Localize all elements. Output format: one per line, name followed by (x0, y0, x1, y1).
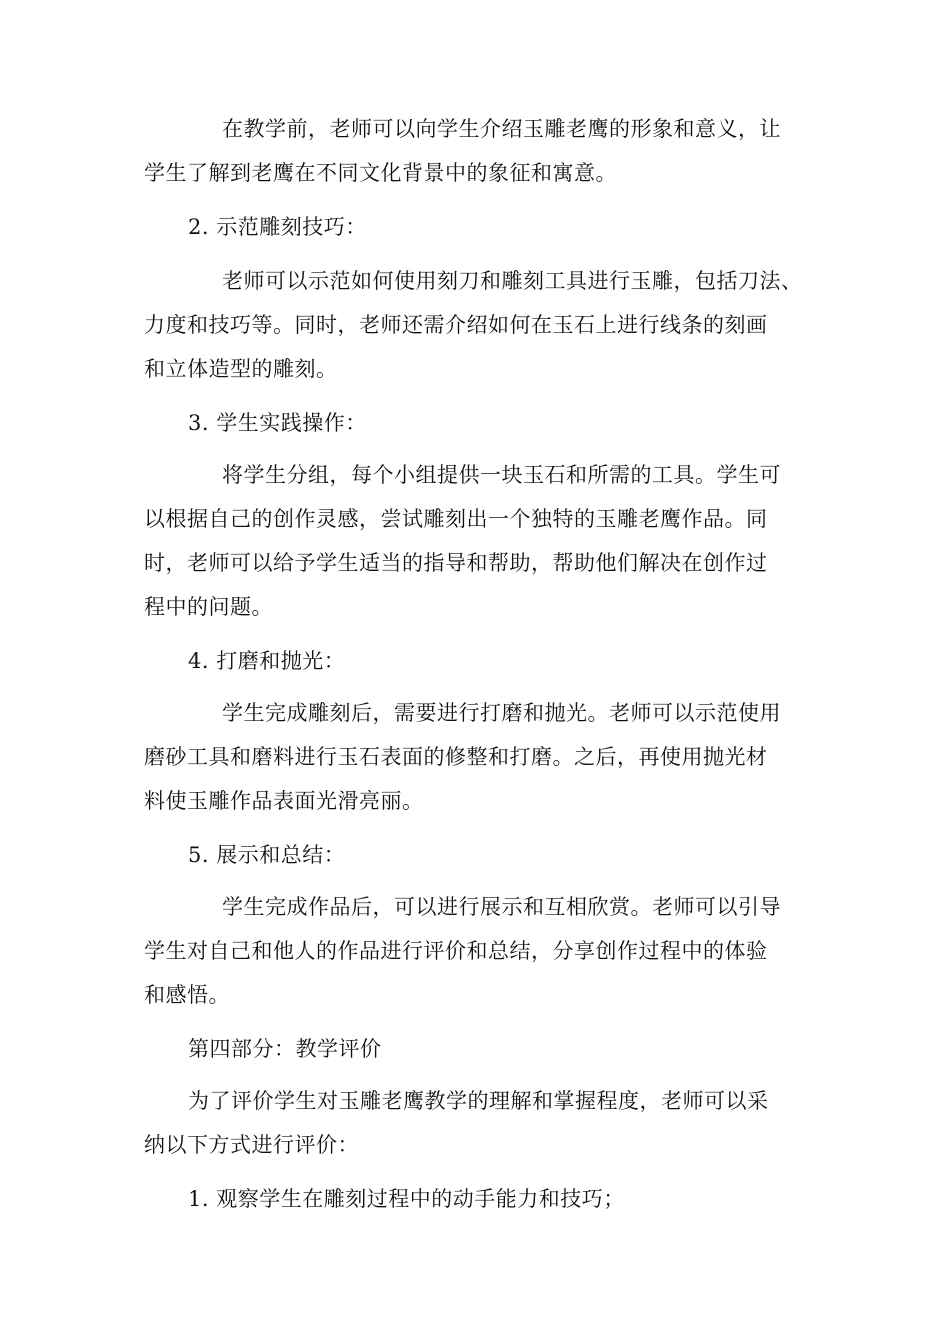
section-heading: 3. 学生实践操作： (188, 411, 367, 435)
paragraph-line: 学生对自己和他人的作品进行评价和总结，分享创作过程中的体验 (144, 939, 768, 963)
paragraph-line: 在教学前，老师可以向学生介绍玉雕老鹰的形象和意义，让 (222, 117, 781, 141)
paragraph-line: 将学生分组，每个小组提供一块玉石和所需的工具。学生可 (222, 463, 781, 487)
paragraph-line: 程中的问题。 (144, 595, 273, 619)
paragraph-line: 以根据自己的创作灵感，尝试雕刻出一个独特的玉雕老鹰作品。同 (144, 507, 768, 531)
section-heading: 5. 展示和总结： (188, 843, 346, 867)
paragraph-line: 和立体造型的雕刻。 (144, 357, 338, 381)
paragraph-line: 和感悟。 (144, 983, 230, 1007)
paragraph-line: 老师可以示范如何使用刻刀和雕刻工具进行玉雕，包括刀法、 (222, 269, 803, 293)
paragraph-line: 学生完成雕刻后，需要进行打磨和抛光。老师可以示范使用 (222, 701, 781, 725)
paragraph-line: 学生了解到老鹰在不同文化背景中的象征和寓意。 (144, 161, 617, 185)
paragraph-line: 为了评价学生对玉雕老鹰教学的理解和掌握程度，老师可以采 (188, 1089, 769, 1113)
list-item: 1. 观察学生在雕刻过程中的动手能力和技巧； (188, 1187, 625, 1211)
paragraph-line: 力度和技巧等。同时，老师还需介绍如何在玉石上进行线条的刻画 (144, 313, 768, 337)
paragraph-line: 纳以下方式进行评价： (144, 1133, 359, 1157)
part-heading: 第四部分：教学评价 (188, 1037, 382, 1061)
paragraph-line: 学生完成作品后，可以进行展示和互相欣赏。老师可以引导 (222, 895, 781, 919)
paragraph-line: 磨砂工具和磨料进行玉石表面的修整和打磨。之后，再使用抛光材 (144, 745, 768, 769)
paragraph-line: 时，老师可以给予学生适当的指导和帮助，帮助他们解决在创作过 (144, 551, 768, 575)
section-heading: 4. 打磨和抛光： (188, 649, 346, 673)
section-heading: 2. 示范雕刻技巧： (188, 215, 367, 239)
paragraph-line: 料使玉雕作品表面光滑亮丽。 (144, 789, 424, 813)
